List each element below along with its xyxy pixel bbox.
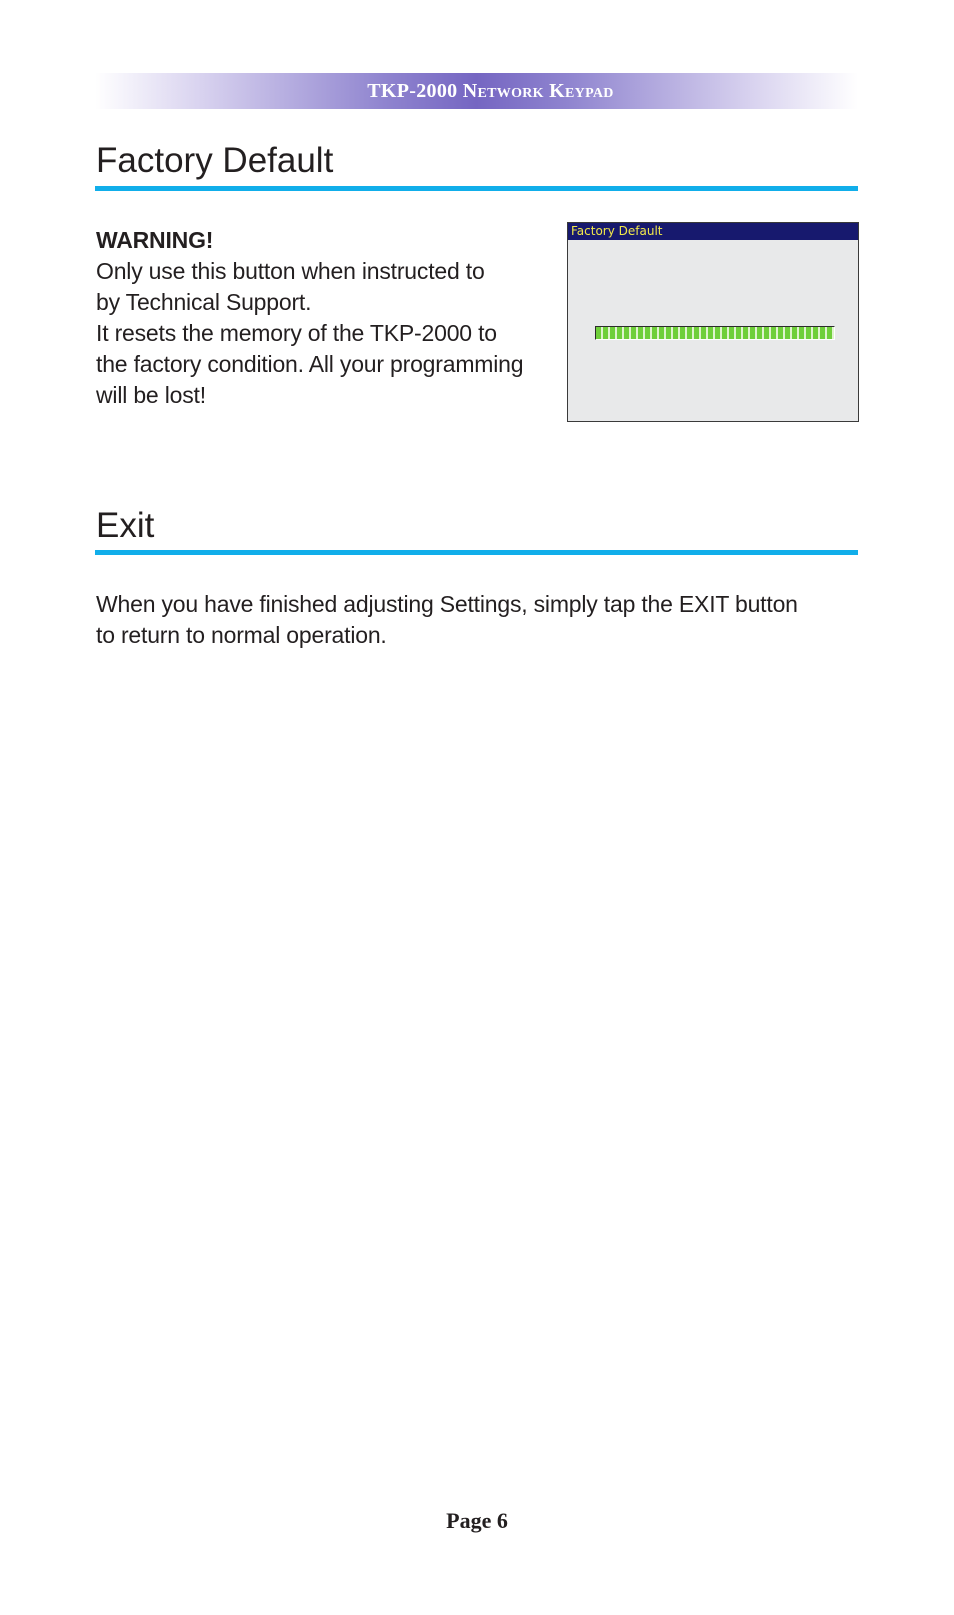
page-number: Page 6 — [446, 1508, 508, 1533]
header-bar — [95, 73, 858, 109]
warning-line: Only use this button when instructed to — [96, 258, 485, 284]
manual-title: TKP-2000 Network Keypad — [367, 79, 614, 102]
factory-default-heading: Factory Default — [96, 141, 334, 180]
exit-rule — [95, 550, 858, 555]
exit-heading: Exit — [96, 506, 155, 545]
factory-default-screen — [567, 222, 859, 422]
exit-line: to return to normal operation. — [96, 622, 387, 648]
warning-line: by Technical Support. — [96, 289, 312, 315]
warning-line: the factory condition. All your programming — [96, 351, 524, 377]
exit-text — [96, 589, 798, 651]
screen-title: Factory Default — [568, 223, 858, 240]
factory-reset-progress-bar — [595, 326, 835, 340]
factory-default-rule — [95, 186, 858, 191]
warning-label: WARNING! — [96, 227, 214, 253]
factory-default-warning-text — [96, 225, 523, 411]
progress-fill — [596, 327, 834, 339]
warning-line: It resets the memory of the TKP-2000 to — [96, 320, 497, 346]
warning-line: will be lost! — [96, 382, 206, 408]
exit-line: When you have finished adjusting Settings, simply tap the EXIT button — [96, 591, 798, 617]
